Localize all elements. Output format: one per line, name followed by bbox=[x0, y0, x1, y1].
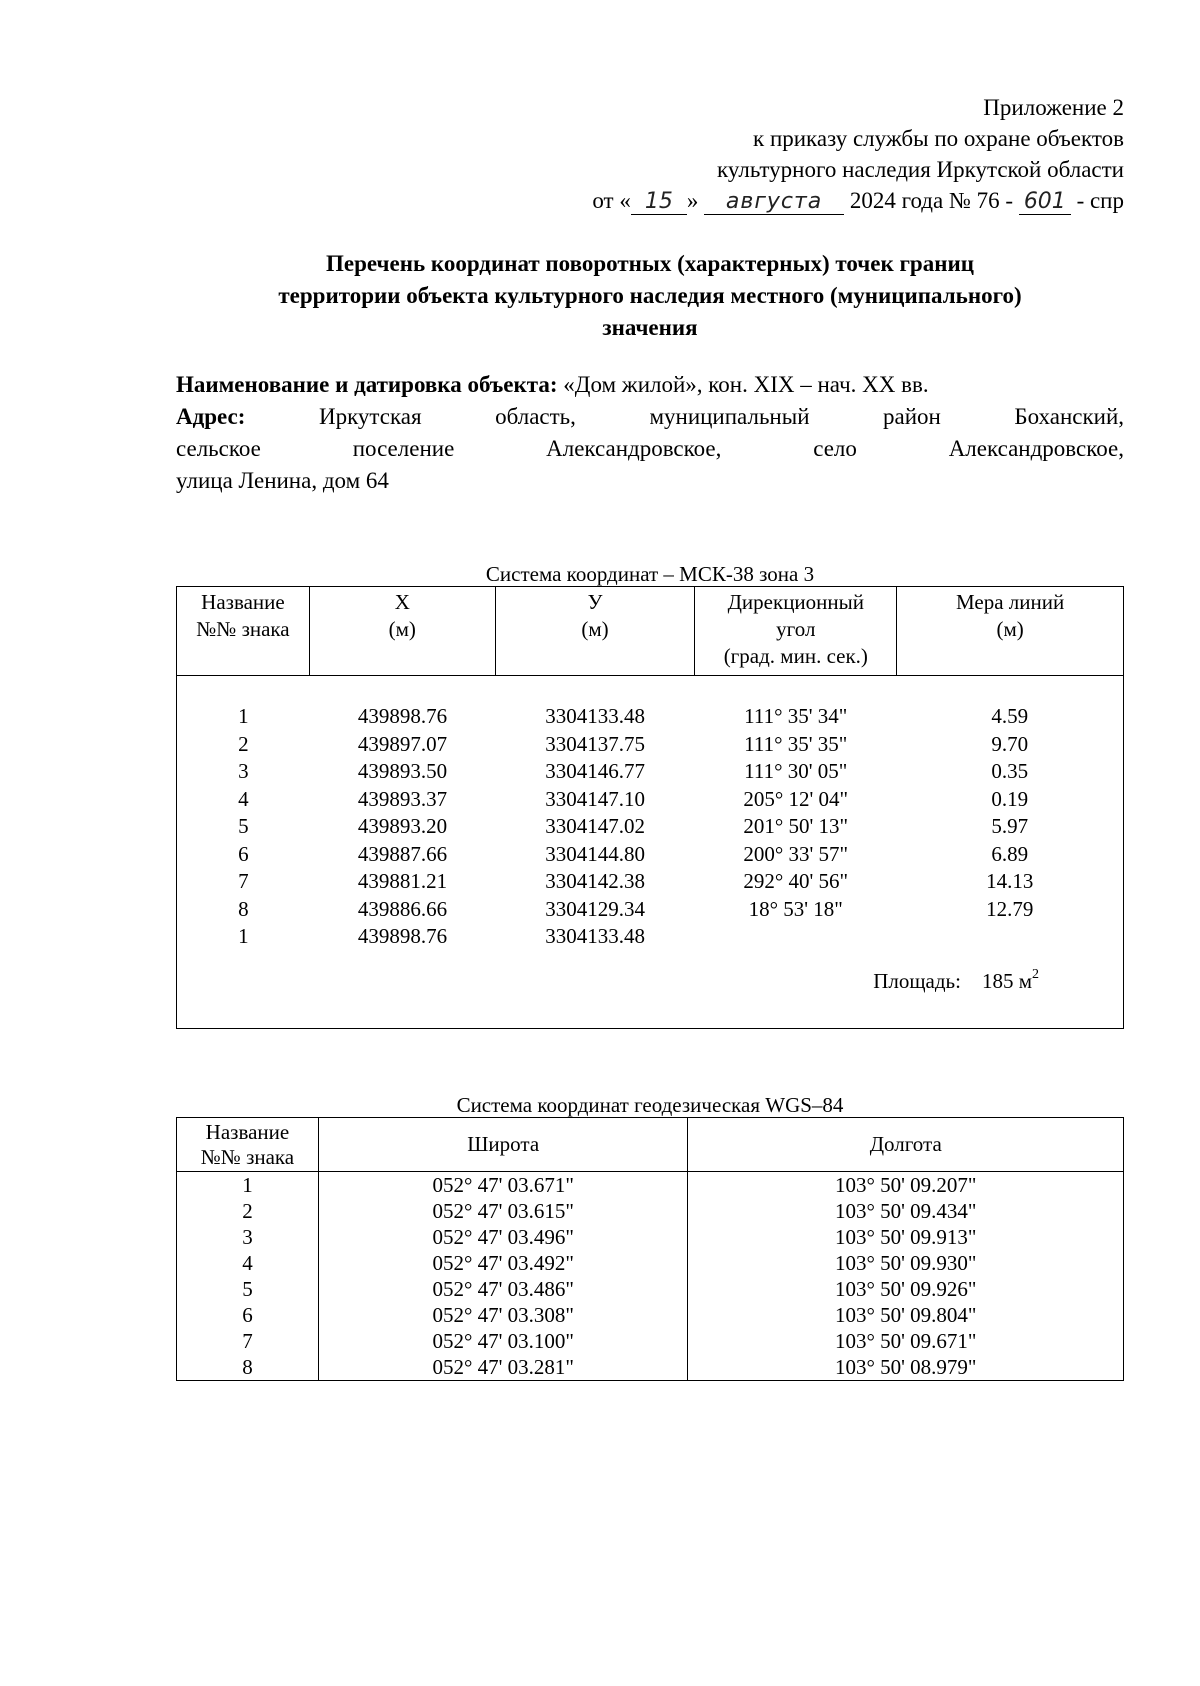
latitude-cell: 052° 47' 03.308" bbox=[318, 1302, 688, 1328]
table-row bbox=[177, 731, 1123, 759]
title-line-3: значения bbox=[602, 315, 698, 340]
x-coordinate-cell: 439897.07 bbox=[357, 731, 448, 756]
table-row bbox=[177, 1250, 1124, 1276]
latitude-cell: 052° 47' 03.492" bbox=[318, 1250, 688, 1276]
y-coordinate-cell: 3304146.77 bbox=[545, 759, 646, 784]
y-coordinate-cell: 3304147.02 bbox=[545, 814, 646, 839]
point-number-cell: 6 bbox=[238, 841, 249, 866]
longitude-cell: 103° 50' 09.207" bbox=[688, 1172, 1124, 1199]
table1-caption: Система координат – МСК-38 зона 3 bbox=[485, 562, 815, 586]
col-longitude: Долгота bbox=[688, 1118, 1124, 1172]
area-label: Площадь: bbox=[873, 968, 961, 993]
col-direction-angle: Дирекционный угол (град. мин. сек.) bbox=[695, 587, 897, 676]
y-coordinate-cell: 3304133.48 bbox=[545, 704, 646, 729]
document-title bbox=[176, 248, 1124, 344]
table-row bbox=[177, 703, 1123, 731]
point-number-cell: 4 bbox=[238, 786, 249, 811]
point-number-cell: 2 bbox=[177, 1198, 319, 1224]
appendix-number: Приложение 2 bbox=[983, 95, 1124, 120]
table1-body bbox=[177, 676, 1124, 1029]
col-line-length: Мера линий (м) bbox=[897, 587, 1124, 676]
y-coordinate-cell: 3304142.38 bbox=[545, 869, 646, 894]
wgs84-coordinates-table bbox=[176, 1117, 1124, 1381]
line-length-cell: 5.97 bbox=[991, 814, 1029, 839]
table-row bbox=[177, 1276, 1124, 1302]
point-number-cell: 4 bbox=[177, 1250, 319, 1276]
x-coordinate-cell: 439886.66 bbox=[357, 896, 448, 921]
point-number-cell: 5 bbox=[177, 1276, 319, 1302]
col-point-name: Название №№ знака bbox=[177, 587, 310, 676]
direction-angle-cell: 111° 30' 05" bbox=[744, 759, 848, 784]
point-number-cell: 5 bbox=[238, 814, 249, 839]
longitude-cell: 103° 50' 09.804" bbox=[688, 1302, 1124, 1328]
line-length-cell: 6.89 bbox=[991, 841, 1029, 866]
x-coordinate-cell: 439893.37 bbox=[357, 786, 448, 811]
table-row bbox=[177, 1198, 1124, 1224]
point-number-cell: 1 bbox=[238, 924, 249, 949]
area-value: 185 м bbox=[981, 968, 1032, 993]
table-row bbox=[177, 786, 1123, 814]
area-summary bbox=[177, 951, 1123, 994]
col-y: У (м) bbox=[495, 587, 695, 676]
x-coordinate-cell: 439893.20 bbox=[357, 814, 448, 839]
table-row bbox=[177, 1354, 1124, 1381]
date-mid: » bbox=[686, 188, 699, 213]
point-number-cell: 7 bbox=[177, 1328, 319, 1354]
table2-header-row bbox=[177, 1118, 1124, 1172]
address-line-1 bbox=[176, 401, 1124, 433]
point-number-cell: 1 bbox=[177, 1172, 319, 1199]
line-length-cell: 0.19 bbox=[991, 786, 1029, 811]
table-row bbox=[177, 1172, 1124, 1199]
table-row bbox=[177, 758, 1123, 786]
direction-angle-cell: 111° 35' 35" bbox=[744, 731, 848, 756]
longitude-cell: 103° 50' 09.930" bbox=[688, 1250, 1124, 1276]
x-coordinate-cell: 439898.76 bbox=[357, 924, 448, 949]
direction-angle-cell: 111° 35' 34" bbox=[744, 704, 848, 729]
object-name-value: «Дом жилой», кон. XIX – нач. XX вв. bbox=[563, 372, 929, 397]
latitude-cell: 052° 47' 03.100" bbox=[318, 1328, 688, 1354]
date-prefix: от « bbox=[592, 188, 631, 213]
table-row bbox=[177, 923, 1123, 951]
y-coordinate-cell: 3304137.75 bbox=[545, 731, 646, 756]
longitude-cell: 103° 50' 09.913" bbox=[688, 1224, 1124, 1250]
object-name-label: Наименование и датировка объекта: bbox=[176, 372, 558, 397]
x-coordinate-cell: 439898.76 bbox=[357, 704, 448, 729]
point-number-cell: 2 bbox=[238, 731, 249, 756]
latitude-cell: 052° 47' 03.496" bbox=[318, 1224, 688, 1250]
y-coordinate-cell: 3304144.80 bbox=[545, 841, 646, 866]
address-label: Адрес: bbox=[176, 404, 246, 429]
table1-rows bbox=[177, 703, 1123, 951]
latitude-cell: 052° 47' 03.615" bbox=[318, 1198, 688, 1224]
point-number-cell: 6 bbox=[177, 1302, 319, 1328]
table-row bbox=[177, 1302, 1124, 1328]
latitude-cell: 052° 47' 03.281" bbox=[318, 1354, 688, 1381]
direction-angle-cell: 200° 33' 57" bbox=[743, 841, 849, 866]
x-coordinate-cell: 439881.21 bbox=[357, 869, 448, 894]
longitude-cell: 103° 50' 09.926" bbox=[688, 1276, 1124, 1302]
direction-angle-cell: 201° 50' 13" bbox=[743, 814, 849, 839]
line-length-cell: 4.59 bbox=[991, 704, 1029, 729]
direction-angle-cell: 18° 53' 18" bbox=[748, 896, 843, 921]
address-part-1: Иркутская область, муниципальный район Боханский, bbox=[318, 404, 1124, 429]
object-name-line bbox=[176, 369, 1124, 401]
line-length-cell: 12.79 bbox=[986, 896, 1034, 921]
point-number-cell: 8 bbox=[177, 1354, 319, 1381]
y-coordinate-cell: 3304133.48 bbox=[545, 924, 646, 949]
order-year-text: 2024 года № 76 - bbox=[849, 188, 1014, 213]
area-unit-superscript: 2 bbox=[1032, 966, 1039, 982]
table-row bbox=[177, 896, 1123, 924]
x-coordinate-cell: 439893.50 bbox=[357, 759, 448, 784]
address-line-2: сельское поселение Александровское, село Александровское, bbox=[176, 436, 1124, 461]
longitude-cell: 103° 50' 09.434" bbox=[688, 1198, 1124, 1224]
direction-angle-cell: 292° 40' 56" bbox=[743, 869, 849, 894]
y-coordinate-cell: 3304129.34 bbox=[545, 896, 646, 921]
longitude-cell: 103° 50' 08.979" bbox=[688, 1354, 1124, 1381]
appendix-header bbox=[592, 92, 1124, 216]
col-point-name-wgs: Название №№ знака bbox=[177, 1118, 319, 1172]
table1-header-row bbox=[177, 587, 1124, 676]
title-line-1: Перечень координат поворотных (характерных) точек границ bbox=[326, 251, 974, 276]
issuing-authority: культурного наследия Иркутской области bbox=[717, 157, 1124, 182]
title-line-2: территории объекта культурного наследия местного (муниципального) bbox=[278, 283, 1022, 308]
order-suffix: - спр bbox=[1076, 188, 1124, 213]
table-row bbox=[177, 868, 1123, 896]
line-length-cell: 14.13 bbox=[986, 869, 1034, 894]
table-row bbox=[177, 841, 1123, 869]
latitude-cell: 052° 47' 03.671" bbox=[318, 1172, 688, 1199]
table-row bbox=[177, 1328, 1124, 1354]
line-length-cell bbox=[897, 923, 1123, 951]
point-number-cell: 8 bbox=[238, 896, 249, 921]
point-number-cell: 7 bbox=[238, 869, 249, 894]
order-date-line bbox=[592, 185, 1124, 216]
latitude-cell: 052° 47' 03.486" bbox=[318, 1276, 688, 1302]
object-info bbox=[176, 369, 1124, 497]
point-number-cell: 3 bbox=[177, 1224, 319, 1250]
point-number-cell: 3 bbox=[238, 759, 249, 784]
longitude-cell: 103° 50' 09.671" bbox=[688, 1328, 1124, 1354]
table-row bbox=[177, 1224, 1124, 1250]
x-coordinate-cell: 439887.66 bbox=[357, 841, 448, 866]
direction-angle-cell bbox=[695, 923, 897, 951]
line-length-cell: 0.35 bbox=[991, 759, 1029, 784]
col-latitude: Широта bbox=[318, 1118, 688, 1172]
address-line-3: улица Ленина, дом 64 bbox=[176, 468, 389, 493]
y-coordinate-cell: 3304147.10 bbox=[545, 786, 646, 811]
table2-caption: Система координат геодезическая WGS–84 bbox=[456, 1093, 844, 1117]
handwritten-order-number: 601 bbox=[1019, 190, 1071, 215]
direction-angle-cell: 205° 12' 04" bbox=[743, 786, 849, 811]
col-x: Х (м) bbox=[309, 587, 495, 676]
table-row bbox=[177, 813, 1123, 841]
line-length-cell: 9.70 bbox=[991, 731, 1029, 756]
msk-coordinates-table bbox=[176, 586, 1124, 1029]
handwritten-day: 15 bbox=[631, 190, 687, 215]
point-number-cell: 1 bbox=[238, 704, 249, 729]
order-reference: к приказу службы по охране объектов bbox=[753, 126, 1124, 151]
handwritten-month: августа bbox=[704, 190, 844, 215]
